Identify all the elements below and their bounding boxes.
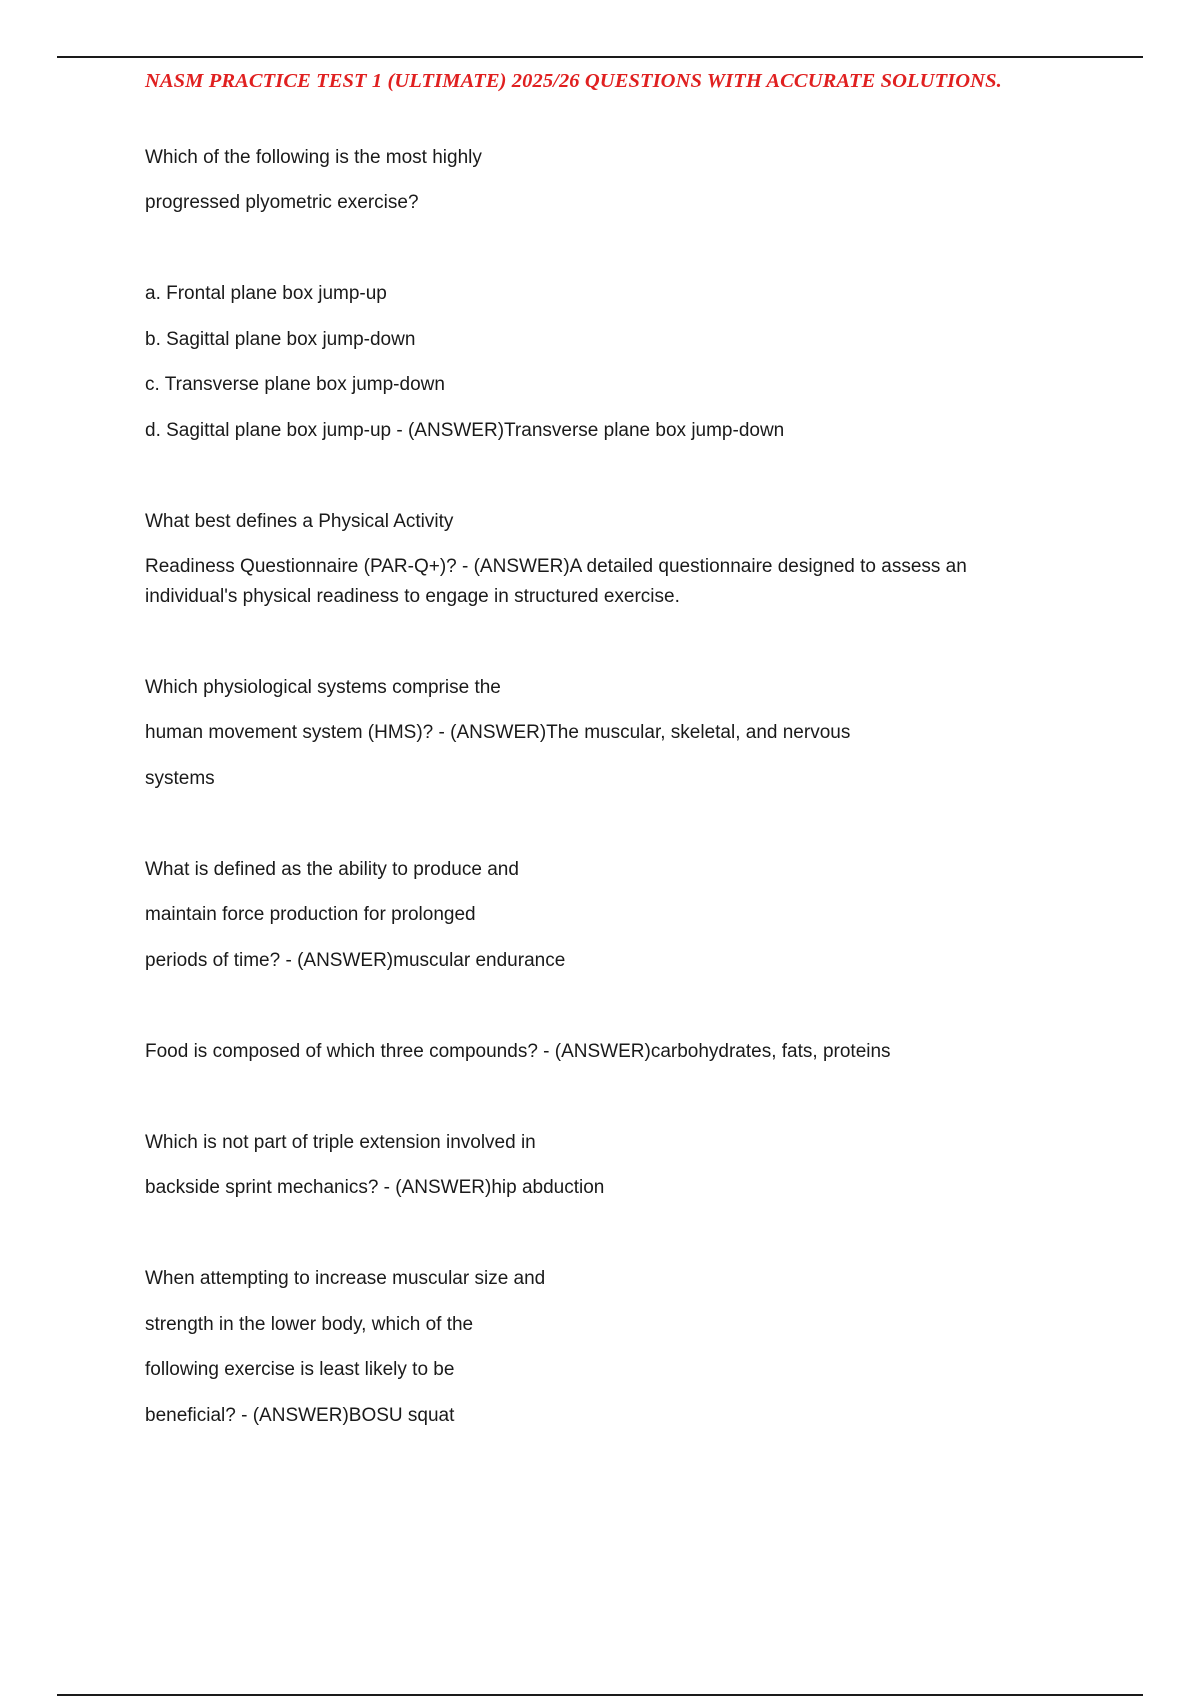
question-6-line-2: backside sprint mechanics? - (ANSWER)hip abduction: [145, 1177, 605, 1198]
question-7-line-1: When attempting to increase muscular size and: [145, 1268, 546, 1289]
question-1-option-c: c. Transverse plane box jump-down: [145, 374, 445, 395]
question-2-line-3: individual's physical readiness to engage in structured exercise.: [145, 586, 680, 607]
question-3-line-2: human movement system (HMS)? - (ANSWER)The muscular, skeletal, and nervous: [145, 722, 851, 743]
question-1-line-1: Which of the following is the most highly: [145, 147, 482, 168]
header-rule: [57, 56, 1143, 58]
question-4-line-2: maintain force production for prolonged: [145, 904, 476, 925]
question-7-line-3: following exercise is least likely to be: [145, 1359, 455, 1380]
question-4-line-3: periods of time? - (ANSWER)muscular endurance: [145, 950, 566, 971]
question-4-line-1: What is defined as the ability to produce and: [145, 859, 519, 880]
question-2-line-1: What best defines a Physical Activity: [145, 511, 454, 532]
question-3-line-3: systems: [145, 768, 215, 789]
document-title: NASM PRACTICE TEST 1 (ULTIMATE) 2025/26 QUESTIONS WITH ACCURATE SOLUTIONS.: [145, 70, 1002, 92]
footer-rule: [57, 1694, 1143, 1696]
question-1-option-a: a. Frontal plane box jump-up: [145, 283, 387, 304]
question-7-line-2: strength in the lower body, which of the: [145, 1314, 474, 1335]
question-1-option-b: b. Sagittal plane box jump-down: [145, 329, 416, 350]
question-6-line-1: Which is not part of triple extension involved in: [145, 1132, 536, 1153]
question-7-line-4: beneficial? - (ANSWER)BOSU squat: [145, 1405, 455, 1426]
question-2-line-2: Readiness Questionnaire (PAR-Q+)? - (ANSWER)A detailed questionnaire designed to assess an: [145, 556, 967, 577]
question-1-line-2: progressed plyometric exercise?: [145, 192, 419, 213]
question-1-option-d: d. Sagittal plane box jump-up - (ANSWER)Transverse plane box jump-down: [145, 420, 785, 441]
question-3-line-1: Which physiological systems comprise the: [145, 677, 501, 698]
question-5-line-1: Food is composed of which three compounds? - (ANSWER)carbohydrates, fats, proteins: [145, 1041, 891, 1062]
